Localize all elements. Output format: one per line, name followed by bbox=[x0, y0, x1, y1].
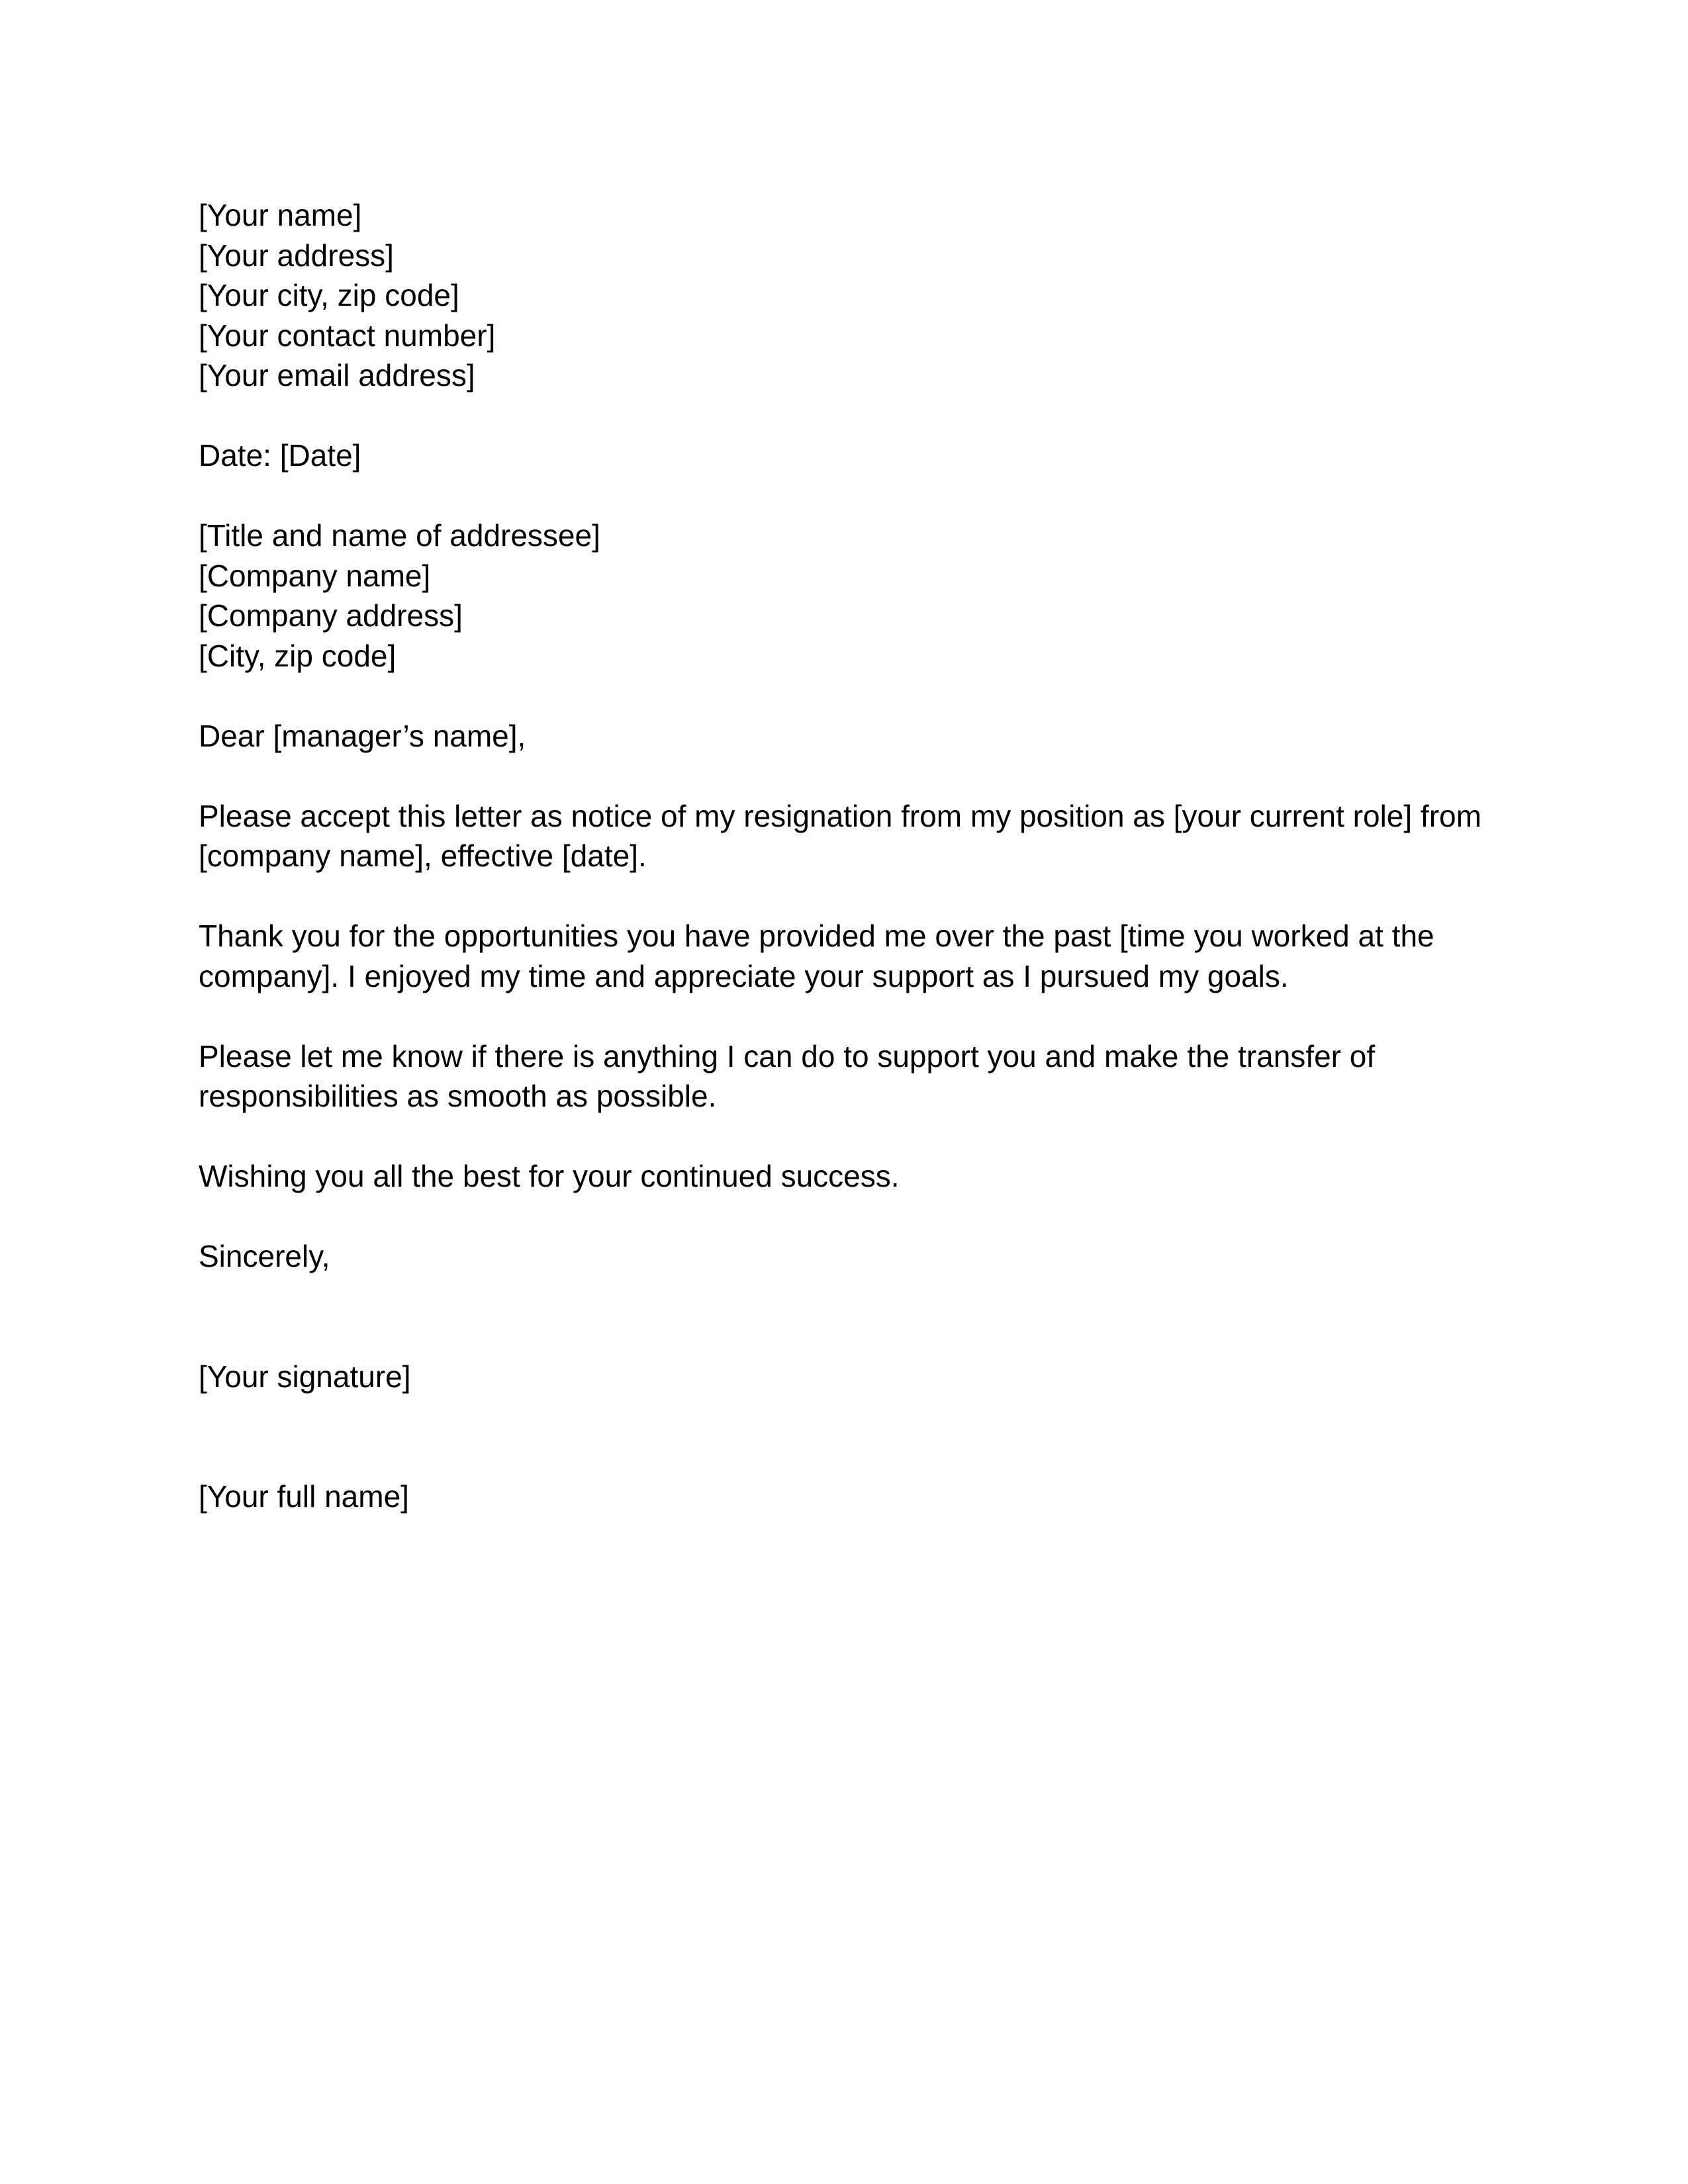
salutation: Dear [manager’s name], bbox=[199, 718, 526, 753]
spacer bbox=[199, 1116, 1496, 1157]
spacer bbox=[199, 1437, 1496, 1477]
spacer bbox=[199, 476, 1496, 516]
spacer bbox=[199, 996, 1496, 1036]
recipient-city-zip: [City, zip code] bbox=[199, 638, 397, 673]
spacer bbox=[199, 756, 1496, 796]
spacer bbox=[199, 396, 1496, 436]
spacer bbox=[199, 1277, 1496, 1317]
paragraph-thanks: Thank you for the opportunities you have provided me over the past [time you worked at the company]. I enjoyed my time and appreciate your support as I pursued my goals. bbox=[199, 919, 1434, 993]
spacer bbox=[199, 876, 1496, 917]
sender-address: [Your address] bbox=[199, 238, 394, 273]
spacer bbox=[199, 1197, 1496, 1237]
spacer bbox=[199, 1316, 1496, 1357]
recipient-company-name: [Company name] bbox=[199, 558, 431, 593]
recipient-title-name: [Title and name of addressee] bbox=[199, 518, 600, 553]
sender-contact-number: [Your contact number] bbox=[199, 318, 496, 353]
letter-body bbox=[199, 195, 1496, 1517]
spacer bbox=[199, 1396, 1496, 1437]
recipient-block bbox=[199, 516, 1496, 676]
sender-city-zip: [Your city, zip code] bbox=[199, 278, 459, 312]
sender-name: [Your name] bbox=[199, 198, 362, 232]
signature-placeholder: [Your signature] bbox=[199, 1359, 411, 1394]
full-name: [Your full name] bbox=[199, 1479, 409, 1514]
recipient-company-address: [Company address] bbox=[199, 598, 463, 633]
closing: Sincerely, bbox=[199, 1239, 330, 1273]
sender-email: [Your email address] bbox=[199, 358, 475, 392]
spacer bbox=[199, 676, 1496, 716]
paragraph-transition-support: Please let me know if there is anything I can do to support you and make the transfer of responsibilities as smooth as possible. bbox=[199, 1038, 1376, 1113]
paragraph-resignation-notice: Please accept this letter as notice of my resignation from my position as [your current role] from [company name], effective [date]. bbox=[199, 798, 1481, 873]
date-line: Date: [Date] bbox=[199, 438, 361, 473]
sender-block bbox=[199, 195, 1496, 396]
paragraph-well-wishes: Wishing you all the best for your continued success. bbox=[199, 1159, 900, 1193]
